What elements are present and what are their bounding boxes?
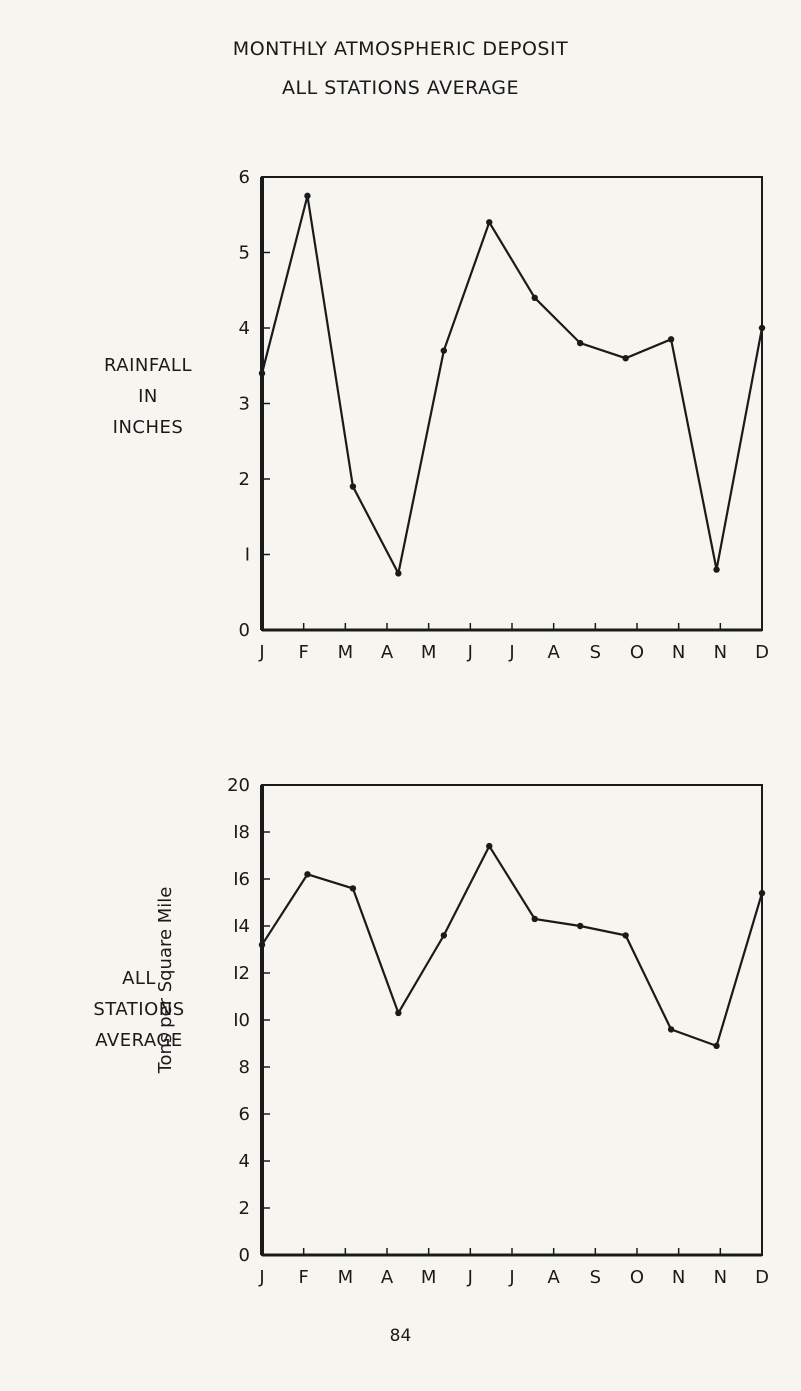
rainfall-x-tick-label: D (755, 642, 769, 663)
deposit-label-line-1: ALL (122, 968, 156, 989)
rainfall-point-8 (577, 340, 583, 346)
deposit-x-tick-label: J (509, 1267, 515, 1288)
deposit-point-4 (395, 1010, 401, 1016)
rainfall-y-tick-label: I (244, 544, 250, 566)
page-number: 84 (389, 1326, 412, 1346)
rainfall-point-12 (759, 325, 765, 331)
deposit-x-tick-label: D (755, 1267, 769, 1288)
rainfall-y-tick-label: 2 (238, 469, 250, 490)
deposit-point-6 (486, 843, 492, 849)
rainfall-point-2 (304, 193, 310, 199)
rainfall-x-tick-label: A (547, 642, 560, 663)
deposit-unit-label: Tons per Square Mile (155, 886, 176, 1074)
deposit-x-tick-label: O (629, 1267, 645, 1288)
deposit-y-tick-label: 6 (238, 1104, 250, 1125)
deposit-point-2 (304, 871, 310, 877)
chart-title-line-2: ALL STATIONS AVERAGE (281, 77, 519, 99)
rainfall-x-tick-label: N (671, 642, 686, 663)
deposit-point-12 (759, 890, 765, 896)
rainfall-point-1 (259, 370, 265, 376)
deposit-label-line-3: AVERAGE (95, 1030, 183, 1051)
deposit-y-tick-label: 20 (227, 775, 250, 796)
rainfall-x-tick-label: A (380, 642, 394, 663)
rainfall-x-tick-label: O (629, 642, 645, 663)
deposit-x-tick-label: F (298, 1267, 309, 1288)
rainfall-point-7 (532, 295, 538, 301)
deposit-x-tick-label: M (420, 1267, 437, 1288)
rainfall-plot-frame (262, 177, 762, 630)
rainfall-x-tick-label: J (467, 642, 473, 663)
deposit-x-tick-label: M (337, 1267, 354, 1288)
rainfall-x-tick-label: M (420, 642, 437, 663)
deposit-plot-frame (262, 785, 762, 1255)
deposit-x-tick-label: A (380, 1267, 394, 1288)
deposit-x-tick-label: N (713, 1267, 728, 1288)
deposit-y-tick-label: I8 (233, 822, 250, 843)
deposit-point-10 (668, 1026, 674, 1032)
rainfall-point-3 (350, 483, 356, 489)
rainfall-point-5 (441, 347, 447, 353)
deposit-point-8 (577, 923, 583, 929)
deposit-point-9 (622, 932, 628, 938)
deposit-y-tick-label: 4 (238, 1151, 250, 1172)
deposit-y-tick-label: I4 (233, 916, 250, 937)
deposit-y-tick-label: 0 (238, 1245, 250, 1266)
deposit-y-tick-label: I6 (233, 869, 250, 890)
deposit-x-tick-label: N (671, 1267, 686, 1288)
deposit-x-tick-label: A (547, 1267, 560, 1288)
deposit-point-3 (350, 885, 356, 891)
rainfall-x-tick-label: N (713, 642, 728, 663)
deposit-y-tick-label: I2 (233, 963, 250, 984)
deposit-x-tick-label: J (259, 1267, 265, 1288)
rainfall-point-10 (668, 336, 674, 342)
rainfall-x-tick-label: M (337, 642, 354, 663)
rainfall-label-line-3: INCHES (112, 417, 184, 438)
deposit-point-7 (532, 916, 538, 922)
rainfall-x-tick-label: S (589, 642, 602, 663)
deposit-y-tick-label: I0 (233, 1010, 250, 1031)
rainfall-y-tick-label: 4 (238, 318, 250, 339)
rainfall-y-tick-label: 0 (238, 620, 250, 641)
rainfall-label-line-1: RAINFALL (104, 355, 192, 376)
deposit-label-line-2: STATIONS (93, 999, 185, 1020)
rainfall-y-tick-label: 3 (238, 393, 250, 415)
rainfall-label-line-2: IN (138, 386, 158, 407)
rainfall-x-tick-label: J (509, 642, 515, 663)
rainfall-x-tick-label: F (298, 642, 309, 663)
rainfall-point-11 (713, 566, 719, 572)
rainfall-y-tick-label: 6 (238, 167, 250, 188)
rainfall-point-6 (486, 219, 492, 225)
deposit-point-1 (259, 942, 265, 948)
rainfall-y-tick-label: 5 (238, 242, 250, 264)
chart-title-line-1: MONTHLY ATMOSPHERIC DEPOSIT (232, 38, 569, 60)
deposit-point-11 (713, 1043, 719, 1049)
rainfall-x-tick-label: J (259, 642, 265, 663)
deposit-x-tick-label: J (467, 1267, 473, 1288)
rainfall-point-4 (395, 570, 401, 576)
deposit-x-tick-label: S (589, 1267, 602, 1288)
rainfall-point-9 (622, 355, 628, 361)
deposit-y-tick-label: 2 (238, 1198, 250, 1219)
rainfall-series-line (262, 196, 762, 574)
deposit-y-tick-label: 8 (238, 1057, 250, 1078)
deposit-point-5 (441, 932, 447, 938)
deposit-series-line (262, 846, 762, 1046)
